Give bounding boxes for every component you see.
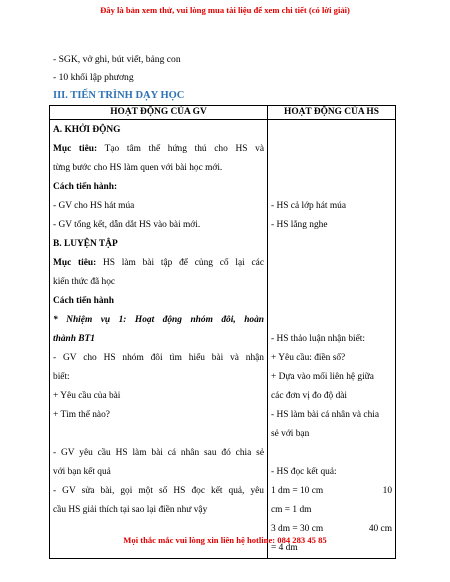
gv-step: - GV yêu cầu HS làm bài cá nhân sau đó chia sẻ <box>53 448 264 458</box>
gv-step-cont: với bạn kết quả <box>53 467 111 477</box>
goal-text-cont: kiến thức đã học <box>53 277 116 287</box>
gv-step: - GV cho HS nhóm đôi tìm hiểu bài và nhận <box>53 353 264 363</box>
lesson-plan-table <box>49 105 396 559</box>
task-heading-cont: thành BT1 <box>53 334 95 344</box>
result-left: 1 dm = 10 cm <box>271 486 324 496</box>
result-line: = 4 dm <box>271 543 298 553</box>
hs-step: - HS cả lớp hát múa <box>271 201 346 211</box>
goal-text: HS làm bài tập để củng cố lại các <box>96 258 264 268</box>
preview-banner: Đây là bản xem thử, vui lòng mua tài liệu để xem chi tiết (có lời giải) <box>100 5 350 15</box>
result-line <box>271 482 392 501</box>
gv-step: - GV tổng kết, dẫn dắt HS vào bài mới. <box>53 220 201 230</box>
procedure-heading: Cách tiến hành: <box>53 182 118 192</box>
spacer <box>271 444 392 463</box>
result-right: 40 cm <box>368 524 392 534</box>
result-left: 3 dm = 30 cm <box>271 524 324 534</box>
goal-text-cont: từng bước cho HS làm quen với bài học mới. <box>53 163 223 173</box>
table-header-row <box>50 106 396 120</box>
goal-text: Tạo tâm thế hứng thú cho HS và <box>97 144 264 154</box>
result-right: 10 <box>382 486 392 496</box>
gv-step-cont: + Yêu cầu của bài <box>53 391 121 401</box>
gv-step-cont: biết: <box>53 372 70 382</box>
procedure-heading: Cách tiến hành <box>53 296 114 306</box>
hs-step: - HS thảo luận nhận biết: <box>271 334 365 344</box>
spacer <box>271 121 392 197</box>
spacer <box>271 235 392 330</box>
gv-step: - GV cho HS hát múa <box>53 201 135 211</box>
gv-step: - GV sửa bài, gọi một số HS đọc kết quả, yêu <box>53 486 264 496</box>
goal-label: Mục tiêu: <box>53 258 97 268</box>
hs-step: - HS lắng nghe <box>271 220 328 230</box>
header-hs: HOẠT ĐỘNG CỦA HS <box>268 106 396 120</box>
hs-step: + Dựa vào mối liên hệ giữa <box>271 372 374 382</box>
goal-label: Mục tiêu: <box>53 144 98 154</box>
hs-step: - HS làm bài cá nhân và chia <box>271 410 380 420</box>
gv-column <box>50 120 268 559</box>
goal-line <box>53 140 264 159</box>
hs-step-cont: các đơn vị đo độ dài <box>271 391 348 401</box>
section-title: III. TIẾN TRÌNH DẠY HỌC <box>53 90 185 101</box>
hotline-footer: Mọi thắc mắc vui lòng xin liên hệ hotline: 084 283 45 85 <box>123 535 327 545</box>
goal-line <box>53 254 264 273</box>
gv-step-cont: + Tìm thế nào? <box>53 410 110 420</box>
spacer <box>53 425 264 444</box>
gv-step-cont: cầu HS giải thích tại sao lại điền như vậy <box>53 505 208 515</box>
hs-step: + Yêu cầu: điền số? <box>271 353 346 363</box>
header-gv: HOẠT ĐỘNG CỦA GV <box>50 106 268 120</box>
hs-column <box>268 120 396 559</box>
hs-step-cont: sẻ với bạn <box>271 429 310 439</box>
table-row <box>50 120 396 559</box>
material-item: - SGK, vở ghi, bút viết, bảng con <box>53 54 181 65</box>
heading-khoi-dong: A. KHỞI ĐỘNG <box>53 125 121 135</box>
result-line: cm = 1 dm <box>271 505 312 515</box>
heading-luyen-tap: B. LUYỆN TẬP <box>53 239 118 249</box>
task-heading: * Nhiệm vụ 1: Hoạt động nhóm đôi, hoàn <box>53 315 264 325</box>
hs-step: - HS đọc kết quả: <box>271 467 337 477</box>
material-item: - 10 khối lập phương <box>53 72 134 83</box>
